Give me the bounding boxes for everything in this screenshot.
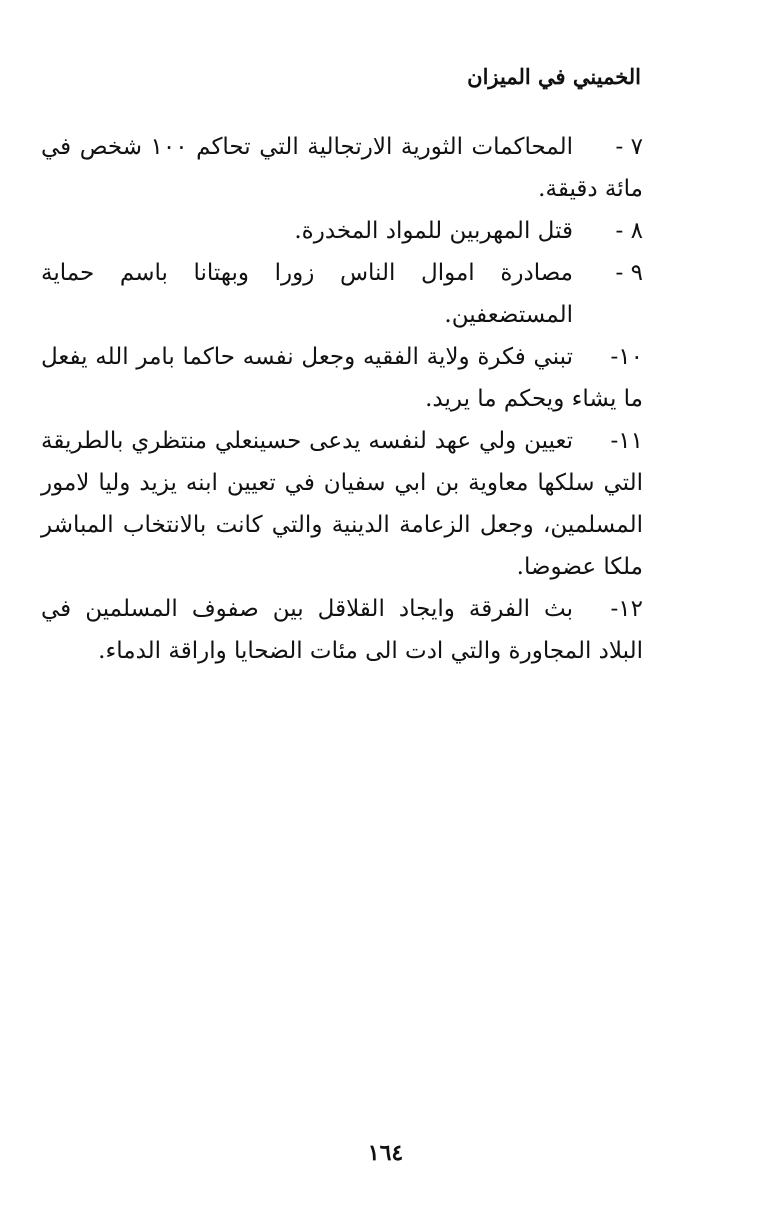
- list-item: [41, 252, 643, 336]
- item-number: ١٠-: [610, 344, 643, 370]
- list-item: [41, 126, 643, 210]
- item-number: ١١-: [610, 428, 643, 454]
- numbered-list: [41, 126, 643, 672]
- item-number: ٩ -: [615, 260, 643, 286]
- item-number: ١٢-: [610, 596, 643, 622]
- item-text: تبني فكرة ولاية الفقيه وجعل نفسه حاكما بامر الله يفعل ما يشاء ويحكم ما يريد.: [41, 344, 643, 412]
- running-title: الخميني في الميزان: [467, 64, 641, 89]
- list-item: [41, 210, 643, 252]
- item-text: قتل المهربين للمواد المخدرة.: [294, 218, 573, 244]
- list-item: [41, 588, 643, 672]
- list-item: [41, 420, 643, 588]
- item-text: المحاكمات الثورية الارتجالية التي تحاكم ١٠٠ شخص في مائة دقيقة.: [41, 134, 643, 202]
- list-item: [41, 336, 643, 420]
- item-number: ٧ -: [615, 134, 643, 160]
- page-number: ١٦٤: [367, 1140, 404, 1166]
- item-text: تعيين ولي عهد لنفسه يدعى حسينعلي منتظري بالطريقة التي سلكها معاوية بن ابي سفيان في تعيين ابنه يزيد وليا لامور المسلمين، وجعل الزعامة الدينية والتي كانت بالانتخاب المباشر ملكا عضوضا.: [41, 428, 643, 580]
- item-text: مصادرة اموال الناس زورا وبهتانا باسم حماية المستضعفين.: [41, 260, 573, 328]
- item-number: ٨ -: [615, 218, 643, 244]
- item-text: بث الفرقة وايجاد القلاقل بين صفوف المسلمين في البلاد المجاورة والتي ادت الى مئات الضحايا واراقة الدماء.: [41, 596, 643, 664]
